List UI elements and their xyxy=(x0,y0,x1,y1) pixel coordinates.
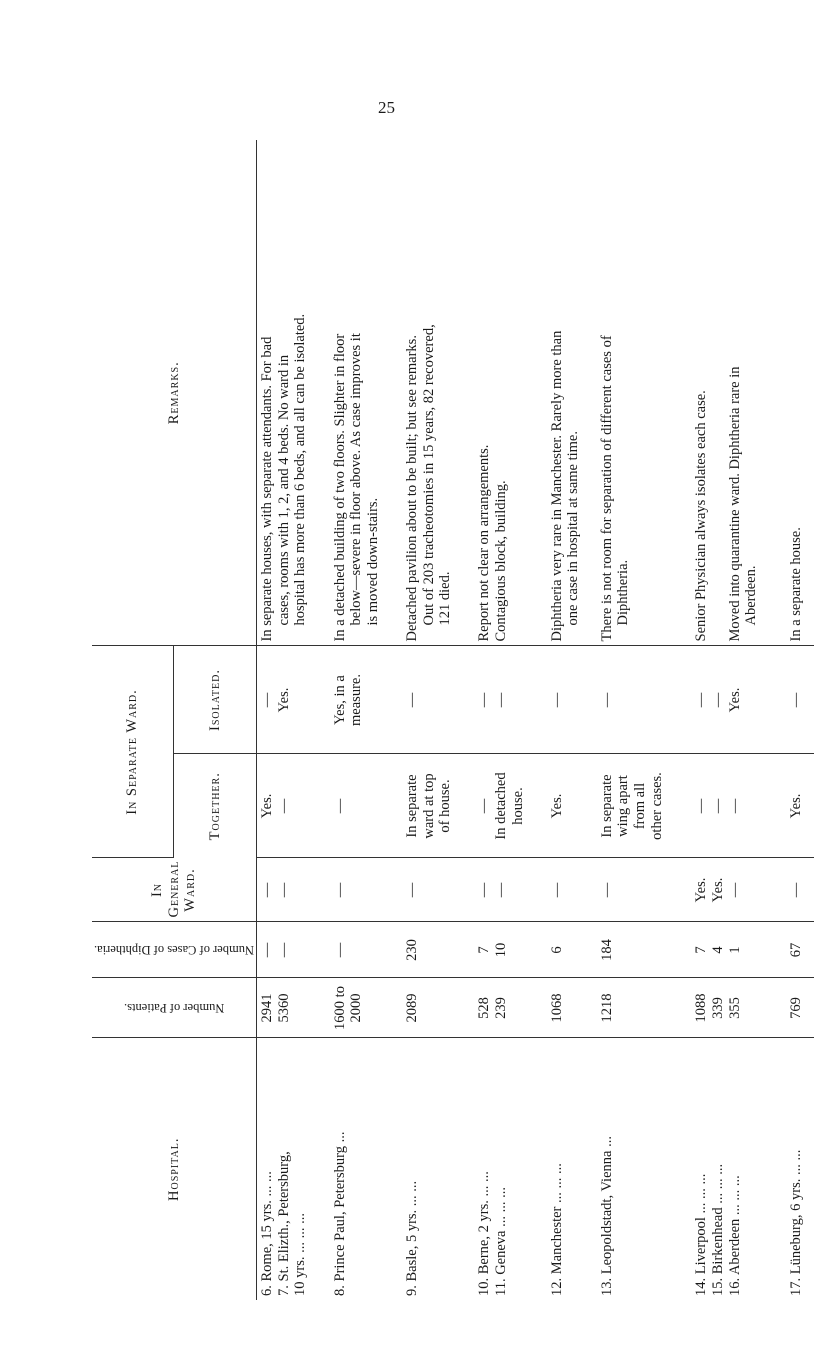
hospital-cell-line: 12. Manchester ... ... ... xyxy=(548,1163,565,1296)
deaths-cell xyxy=(786,922,814,978)
together-cell-line: other cases. xyxy=(648,772,665,840)
hospital-cell-line: 10. Berne, 2 yrs. ... ... xyxy=(476,1171,493,1296)
remarks-cell xyxy=(691,140,786,646)
general-ward-cell xyxy=(474,858,546,922)
together-cell-line: — xyxy=(693,798,710,814)
general-ward-cell xyxy=(547,858,597,922)
patients-cell-line: 769 xyxy=(787,997,804,1019)
together-cell-line: In separate xyxy=(403,774,420,838)
isolated-cell-line: — xyxy=(476,692,493,708)
isolated-cell xyxy=(786,646,814,754)
hospital-diphtheria-table xyxy=(92,140,814,1300)
general-ward-cell-line: — xyxy=(492,882,509,898)
isolated-cell-line: — xyxy=(403,692,420,708)
together-cell-line: house. xyxy=(509,787,526,825)
hospital-cell xyxy=(597,1038,692,1300)
remarks-cell-line: below—severe in floor above. As case improves it xyxy=(348,333,365,626)
table-body xyxy=(257,140,814,1300)
together-cell-line: In separate xyxy=(598,774,615,838)
isolated-cell-line: Yes, in a xyxy=(331,675,348,725)
hospital-cell-line: 11. Geneva ... ... ... xyxy=(492,1187,509,1296)
isolated-cell-line: Yes. xyxy=(275,687,292,713)
table-row xyxy=(547,140,597,1300)
hospital-cell xyxy=(257,1038,330,1300)
general-ward-cell xyxy=(597,858,692,922)
patients-cell-line: 1600 to xyxy=(331,986,348,1030)
isolated-cell-line: — xyxy=(492,692,509,708)
table-row xyxy=(257,140,330,1300)
table-row xyxy=(597,140,692,1300)
hospital-cell-line: 7. St. Elizth., Petersburg, xyxy=(275,1151,292,1296)
general-ward-cell-line: Yes. xyxy=(709,877,726,903)
deaths-cell-line: 7 xyxy=(693,946,710,954)
general-ward-cell-line: — xyxy=(726,882,743,898)
isolated-cell xyxy=(691,646,786,754)
hospital-cell-line: 14. Liverpool ... ... ... xyxy=(693,1173,710,1296)
patients-cell xyxy=(691,978,786,1038)
hospital-cell-line: 13. Leopoldstadt, Vienna ... xyxy=(598,1136,615,1296)
patients-cell-line: 355 xyxy=(726,997,743,1019)
deaths-cell xyxy=(257,922,330,978)
patients-cell-line: 528 xyxy=(476,997,493,1019)
remarks-cell xyxy=(257,140,330,646)
hospital-cell-line: 8. Prince Paul, Petersburg ... xyxy=(331,1131,348,1296)
hospital-cell xyxy=(330,1038,402,1300)
remarks-cell-line: 121 died. xyxy=(437,571,454,626)
patients-cell-line: 239 xyxy=(492,997,509,1019)
header-remarks: Remarks. xyxy=(92,140,257,646)
header-isolated: Isolated. xyxy=(173,646,256,754)
hospital-cell xyxy=(547,1038,597,1300)
remarks-cell-line: is moved down-stairs. xyxy=(364,497,381,626)
rotated-table-container xyxy=(92,140,804,1300)
remarks-cell-line: Out of 203 tracheotomies in 15 years, 82 recovered, xyxy=(420,324,437,626)
patients-cell-line: 2941 xyxy=(259,993,276,1023)
remarks-cell-line: Report not clear on arrangements. xyxy=(476,444,493,642)
isolated-cell-line: — xyxy=(548,692,565,708)
together-cell xyxy=(402,754,474,858)
together-cell-line: ward at top xyxy=(420,773,437,839)
deaths-cell-line: 67 xyxy=(787,942,804,958)
remarks-cell-line: hospital has more than 6 beds, and all can be isolated. xyxy=(292,313,309,626)
isolated-cell xyxy=(597,646,692,754)
patients-cell-line: 1068 xyxy=(548,993,565,1023)
general-ward-cell-line: — xyxy=(275,882,292,898)
remarks-cell-line: Aberdeen. xyxy=(743,565,760,626)
deaths-cell xyxy=(691,922,786,978)
isolated-cell xyxy=(330,646,402,754)
isolated-cell-line: — xyxy=(598,692,615,708)
together-cell-line: — xyxy=(275,798,292,814)
patients-cell xyxy=(257,978,330,1038)
remarks-cell-line: Detached pavilion about to be built; but see remarks. xyxy=(403,335,420,642)
table-row xyxy=(402,140,474,1300)
together-cell xyxy=(597,754,692,858)
isolated-cell-line: measure. xyxy=(348,674,365,726)
deaths-cell xyxy=(402,922,474,978)
together-cell xyxy=(474,754,546,858)
remarks-cell xyxy=(597,140,692,646)
together-cell-line: of house. xyxy=(437,779,454,833)
hospital-cell-line: 15. Birkenhead ... ... ... xyxy=(709,1163,726,1296)
page-number: 25 xyxy=(378,98,395,117)
general-ward-cell-line: — xyxy=(548,882,565,898)
remarks-cell-line: Diphtheria. xyxy=(615,559,632,626)
patients-cell-line: 1218 xyxy=(598,993,615,1023)
patients-cell-line: 5360 xyxy=(275,993,292,1023)
deaths-cell-line: — xyxy=(259,942,276,958)
table-row xyxy=(691,140,786,1300)
general-ward-cell xyxy=(786,858,814,922)
patients-cell xyxy=(597,978,692,1038)
general-ward-cell-line: — xyxy=(598,882,615,898)
isolated-cell xyxy=(474,646,546,754)
together-cell-line: Yes. xyxy=(787,793,804,819)
together-cell-line: from all xyxy=(631,782,648,830)
header-hospital: Hospital. xyxy=(92,1038,257,1300)
remarks-cell xyxy=(786,140,814,646)
deaths-cell-line: 184 xyxy=(598,939,615,961)
table-row xyxy=(330,140,402,1300)
general-ward-cell-line: Yes. xyxy=(693,877,710,903)
deaths-cell xyxy=(597,922,692,978)
deaths-cell-line: 6 xyxy=(548,946,565,954)
patients-cell xyxy=(786,978,814,1038)
patients-cell-line: 2089 xyxy=(403,993,420,1023)
together-cell xyxy=(547,754,597,858)
deaths-cell-line: — xyxy=(331,942,348,958)
deaths-cell xyxy=(330,922,402,978)
patients-cell xyxy=(474,978,546,1038)
together-cell-line: Yes. xyxy=(259,793,276,819)
general-ward-cell-line: — xyxy=(787,882,804,898)
general-ward-cell xyxy=(691,858,786,922)
remarks-cell-line: In a separate house. xyxy=(787,527,804,642)
remarks-cell-line: cases, rooms with 1, 2, and 4 beds. No ward in xyxy=(275,354,292,626)
remarks-cell-line: There is not room for separation of different cases of xyxy=(598,335,615,642)
table-row xyxy=(786,140,814,1300)
header-together: Together. xyxy=(173,754,256,858)
together-cell xyxy=(786,754,814,858)
together-cell-line: — xyxy=(331,798,348,814)
remarks-cell-line: In a detached building of two floors. Slighter in floor xyxy=(331,333,348,642)
together-cell xyxy=(257,754,330,858)
hospital-cell-line: 9. Basle, 5 yrs. ... ... xyxy=(403,1180,420,1296)
remarks-cell-line: one case in hospital at same time. xyxy=(565,431,582,626)
table-row xyxy=(474,140,546,1300)
header-patients: Number of Patients. xyxy=(92,978,257,1038)
patients-cell-line: 1088 xyxy=(693,993,710,1023)
hospital-cell-line: 10 yrs. ... ... ... xyxy=(292,1213,309,1296)
together-cell-line: — xyxy=(726,798,743,814)
together-cell-line: Yes. xyxy=(548,793,565,819)
together-cell xyxy=(691,754,786,858)
remarks-cell xyxy=(547,140,597,646)
together-cell-line: wing apart xyxy=(615,775,632,837)
remarks-cell-line: Diphtheria very rare in Manchester. Rarely more than xyxy=(548,330,565,642)
hospital-cell xyxy=(402,1038,474,1300)
remarks-cell xyxy=(330,140,402,646)
remarks-cell-line xyxy=(710,144,727,642)
remarks-cell-line: In separate houses, with separate attendants. For bad xyxy=(259,336,276,642)
isolated-cell-line: — xyxy=(259,692,276,708)
patients-cell xyxy=(547,978,597,1038)
deaths-cell-line: — xyxy=(275,942,292,958)
deaths-cell-line: 10 xyxy=(492,942,509,958)
isolated-cell-line: Yes. xyxy=(726,687,743,713)
patients-cell-line: 2000 xyxy=(348,993,365,1023)
isolated-cell-line: — xyxy=(787,692,804,708)
general-ward-cell xyxy=(330,858,402,922)
isolated-cell xyxy=(547,646,597,754)
remarks-cell-line: Moved into quarantine ward. Diphtheria rare in xyxy=(726,366,743,642)
deaths-cell-line: 4 xyxy=(709,946,726,954)
hospital-cell-line: 6. Rome, 15 yrs. ... ... xyxy=(259,1171,276,1296)
isolated-cell xyxy=(402,646,474,754)
together-cell xyxy=(330,754,402,858)
remarks-cell-line: Contagious block, building. xyxy=(492,480,509,642)
patients-cell xyxy=(330,978,402,1038)
deaths-cell-line: 230 xyxy=(403,939,420,961)
together-cell-line: — xyxy=(476,798,493,814)
general-ward-cell xyxy=(257,858,330,922)
general-ward-cell-line: — xyxy=(331,882,348,898)
isolated-cell-line: — xyxy=(693,692,710,708)
remarks-cell xyxy=(474,140,546,646)
deaths-cell-line: 7 xyxy=(476,946,493,954)
hospital-cell xyxy=(786,1038,814,1300)
deaths-cell-line: 1 xyxy=(726,946,743,954)
general-ward-cell-line: — xyxy=(259,882,276,898)
patients-cell-line: 339 xyxy=(709,997,726,1019)
header-separate-ward: In Separate Ward. xyxy=(92,646,173,858)
isolated-cell xyxy=(257,646,330,754)
general-ward-cell xyxy=(402,858,474,922)
general-ward-cell-line: — xyxy=(403,882,420,898)
hospital-cell xyxy=(474,1038,546,1300)
together-cell-line: — xyxy=(709,798,726,814)
remarks-cell-line: Senior Physician always isolates each case. xyxy=(693,390,710,642)
header-deaths: Number of Cases of Diphtheria. xyxy=(92,922,257,978)
hospital-cell-line: 16. Aberdeen ... ... ... xyxy=(726,1175,743,1296)
hospital-cell-line: 17. Lüneburg, 6 yrs. ... ... xyxy=(787,1149,804,1296)
patients-cell xyxy=(402,978,474,1038)
deaths-cell xyxy=(474,922,546,978)
general-ward-cell-line: — xyxy=(476,882,493,898)
together-cell-line: In detached xyxy=(492,772,509,840)
header-general-ward: In General Ward. xyxy=(92,858,257,922)
hospital-cell xyxy=(691,1038,786,1300)
deaths-cell xyxy=(547,922,597,978)
remarks-cell xyxy=(402,140,474,646)
isolated-cell-line: — xyxy=(709,692,726,708)
